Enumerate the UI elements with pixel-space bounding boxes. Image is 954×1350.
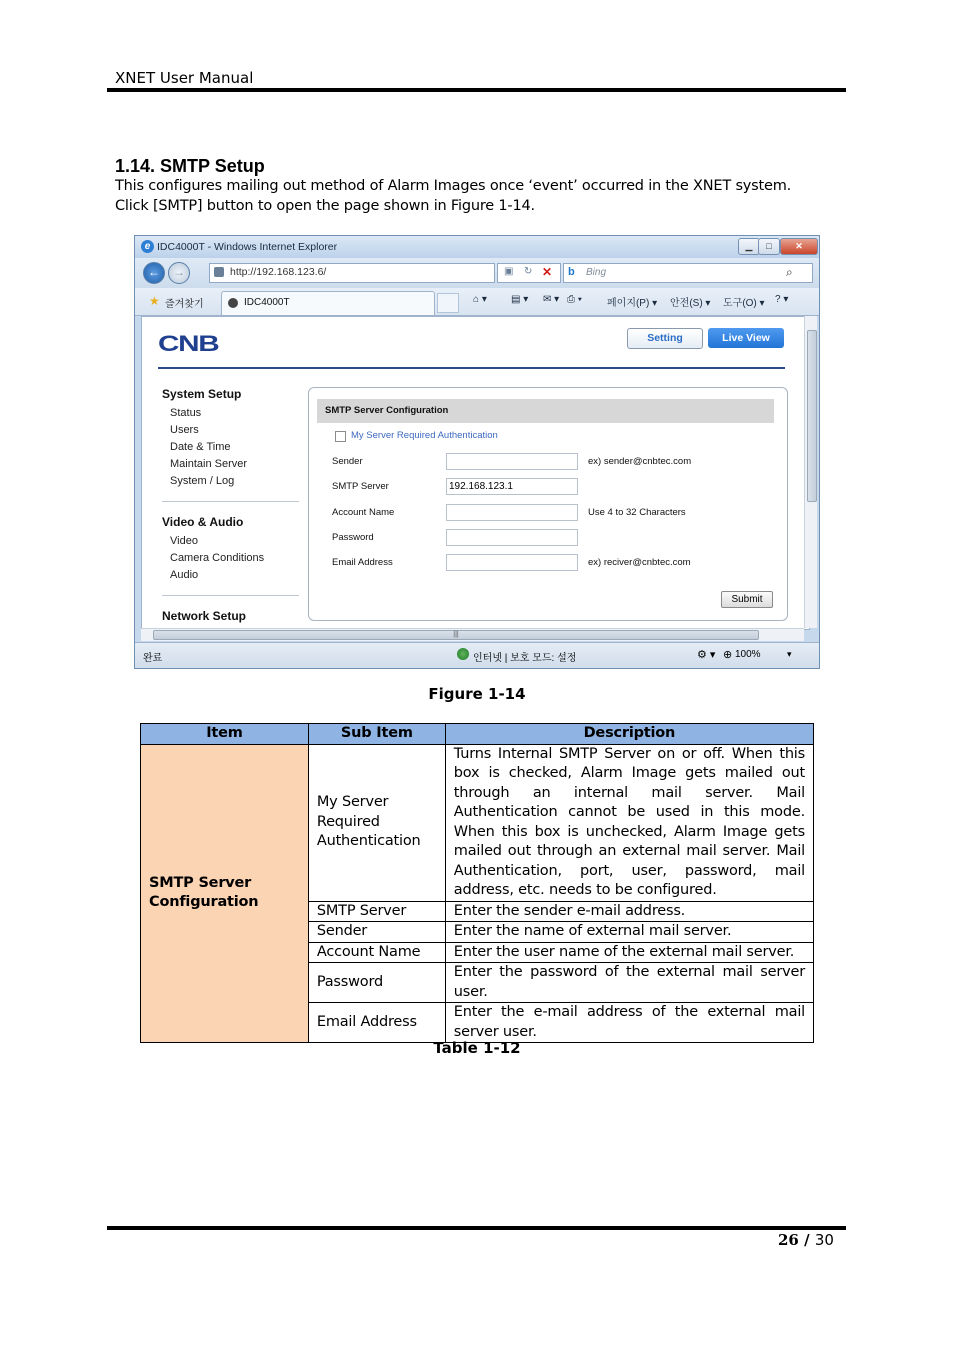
refresh-icon[interactable]: ↻ [524, 266, 533, 277]
description-cell: Enter the user name of the external mail server. [445, 942, 813, 963]
submit-button[interactable]: Submit [721, 591, 773, 608]
ie-logo-icon: e [141, 240, 154, 253]
setting-button[interactable]: Setting [627, 328, 703, 349]
favorites-star-icon[interactable]: ★ [149, 294, 160, 308]
smtp-server-input[interactable]: 192.168.123.1 [446, 478, 578, 495]
description-cell: Enter the sender e-mail address. [445, 901, 813, 922]
sub-item-cell: Password [308, 963, 445, 1003]
zoom-level[interactable]: 100% [735, 649, 761, 660]
cnb-logo: CNB [158, 331, 219, 356]
page-icon [214, 267, 224, 277]
tab-label: IDC4000T [244, 297, 290, 308]
nav-item-date-time[interactable]: Date & Time [170, 441, 231, 453]
browser-screenshot [134, 235, 820, 669]
table-header: Sub Item [308, 724, 445, 745]
nav-heading-network-setup[interactable]: Network Setup [162, 609, 247, 623]
description-table [140, 723, 814, 1043]
smtp-config-panel [308, 387, 788, 621]
sender-input[interactable] [446, 453, 578, 470]
search-box[interactable] [563, 263, 813, 283]
page-divider [158, 367, 785, 369]
forward-button[interactable]: → [168, 262, 190, 284]
sub-item-cell: Email Address [308, 1003, 445, 1043]
internet-zone-icon [457, 648, 469, 660]
password-label: Password [332, 532, 374, 543]
sub-item-cell: SMTP Server [308, 901, 445, 922]
nav-item-users[interactable]: Users [170, 424, 199, 436]
config-title: SMTP Server Configuration [325, 405, 449, 416]
security-icon[interactable]: ⚙ ▾ [697, 649, 716, 661]
menu-safety[interactable]: 안전(S) ▾ [670, 298, 711, 309]
minimize-button[interactable]: ▁ [738, 238, 760, 255]
live-view-button[interactable]: Live View [708, 328, 784, 348]
table-row [141, 744, 814, 901]
vertical-scroll-thumb[interactable] [807, 330, 817, 502]
status-bar [135, 642, 819, 669]
horizontal-scroll-thumb[interactable]: ||| [153, 630, 759, 640]
manual-header-title: XNET User Manual [115, 69, 254, 87]
email-address-label: Email Address [332, 557, 393, 568]
home-icon[interactable]: ⌂ ▾ [473, 294, 487, 305]
nav-item-status[interactable]: Status [170, 407, 202, 419]
sub-item-cell: Sender [308, 922, 445, 943]
total-pages: 30 [814, 1231, 834, 1249]
zoom-dropdown-icon[interactable]: ▾ [787, 649, 792, 659]
description-cell: Enter the password of the external mail server user. [445, 963, 813, 1003]
page-number [778, 1231, 834, 1249]
footer-rule [107, 1226, 846, 1230]
config-header [317, 399, 774, 423]
new-tab-button[interactable] [437, 293, 459, 313]
sender-label: Sender [332, 456, 363, 467]
tab-row [135, 288, 819, 316]
header-rule [107, 88, 846, 92]
table-header: Item [141, 724, 309, 745]
stop-icon[interactable]: ✕ [542, 265, 553, 279]
auth-checkbox-label[interactable]: My Server Required Authentication [351, 430, 498, 441]
auth-checkbox[interactable] [335, 431, 346, 442]
close-button[interactable]: ✕ [780, 238, 818, 255]
search-icon[interactable]: ⌕ [786, 265, 793, 279]
body-text-line-2: Click [SMTP] button to open the page shown in Figure 1-14. [115, 198, 535, 214]
account-name-hint: Use 4 to 32 Characters [588, 507, 686, 518]
description-cell: Enter the name of external mail server. [445, 922, 813, 943]
body-text-line-1: This configures mailing out method of Alarm Images once ‘event’ occurred in the XNET system. [115, 178, 792, 194]
account-name-label: Account Name [332, 507, 395, 518]
feeds-icon[interactable]: ▤ ▾ [511, 294, 529, 305]
section-heading: 1.14. SMTP Setup [115, 156, 265, 176]
nav-item-video[interactable]: Video [170, 535, 198, 547]
bing-logo-icon: b [568, 266, 575, 278]
sub-item-cell: My Server Required Authentication [308, 744, 445, 901]
window-title: IDC4000T - Windows Internet Explorer [157, 241, 338, 253]
help-icon[interactable]: ? ▾ [775, 294, 789, 305]
horizontal-scrollbar[interactable] [141, 628, 804, 641]
nav-item-audio[interactable]: Audio [170, 569, 199, 581]
nav-item-system-log[interactable]: System / Log [170, 475, 235, 487]
status-zone: 인터넷 | 보호 모드: 설정 [473, 653, 577, 664]
browser-tab[interactable] [221, 291, 435, 315]
menu-tools[interactable]: 도구(O) ▾ [723, 298, 765, 309]
description-cell: Turns Internal SMTP Server on or off. When this box is checked, Alarm Image gets mailed out through an internal mail server. Mail Authentication cannot be used in this mode. When this box is unchecked, Alarm Image gets mailed out through an external mail server. Mail Authentication, port, user, password, mail address, etc. needs to be configured. [445, 744, 813, 901]
search-placeholder: Bing [586, 267, 607, 278]
figure-caption: Figure 1-14 [428, 685, 526, 703]
address-bar[interactable] [209, 263, 495, 283]
compat-icon[interactable]: ▣ [504, 266, 514, 277]
nav-item-maintain-server[interactable]: Maintain Server [170, 458, 248, 470]
status-text: 완료 [143, 653, 163, 664]
password-input[interactable] [446, 529, 578, 546]
print-icon[interactable]: ⎙ ▾ [567, 294, 582, 305]
page-viewport [141, 316, 810, 630]
email-address-input[interactable] [446, 554, 578, 571]
maximize-button[interactable]: □ [758, 238, 780, 255]
address-tools [497, 263, 561, 283]
account-name-input[interactable] [446, 504, 578, 521]
table-header-row [141, 724, 814, 745]
menu-page[interactable]: 페이지(P) ▾ [607, 298, 658, 309]
smtp-server-label: SMTP Server [332, 481, 389, 492]
page-separator: / [804, 1231, 810, 1249]
tab-favicon-icon [228, 298, 238, 308]
nav-divider [162, 501, 299, 502]
mail-icon[interactable]: ✉ ▾ [543, 294, 560, 305]
nav-item-camera-conditions[interactable]: Camera Conditions [170, 552, 265, 564]
table-header: Description [445, 724, 813, 745]
address-row [135, 258, 819, 288]
nav-heading-video-audio[interactable]: Video & Audio [162, 515, 244, 529]
nav-heading-system-setup[interactable]: System Setup [162, 387, 242, 401]
sender-hint: ex) sender@cnbtec.com [588, 456, 692, 467]
vertical-scrollbar[interactable] [804, 316, 817, 628]
description-cell: Enter the e-mail address of the external mail server user. [445, 1003, 813, 1043]
email-address-hint: ex) reciver@cnbtec.com [588, 557, 691, 568]
favorites-label[interactable]: 즐겨찾기 [165, 299, 204, 310]
back-button[interactable]: ← [143, 262, 165, 284]
current-page: 26 [778, 1231, 799, 1249]
zoom-icon[interactable]: ⊕ [723, 649, 733, 661]
table-caption: Table 1-12 [433, 1039, 521, 1057]
address-url: http://192.168.123.6/ [230, 266, 327, 278]
sub-item-cell: Account Name [308, 942, 445, 963]
item-cell: SMTP Server Configuration [141, 744, 309, 1043]
nav-divider [162, 595, 299, 596]
window-titlebar [135, 236, 819, 258]
